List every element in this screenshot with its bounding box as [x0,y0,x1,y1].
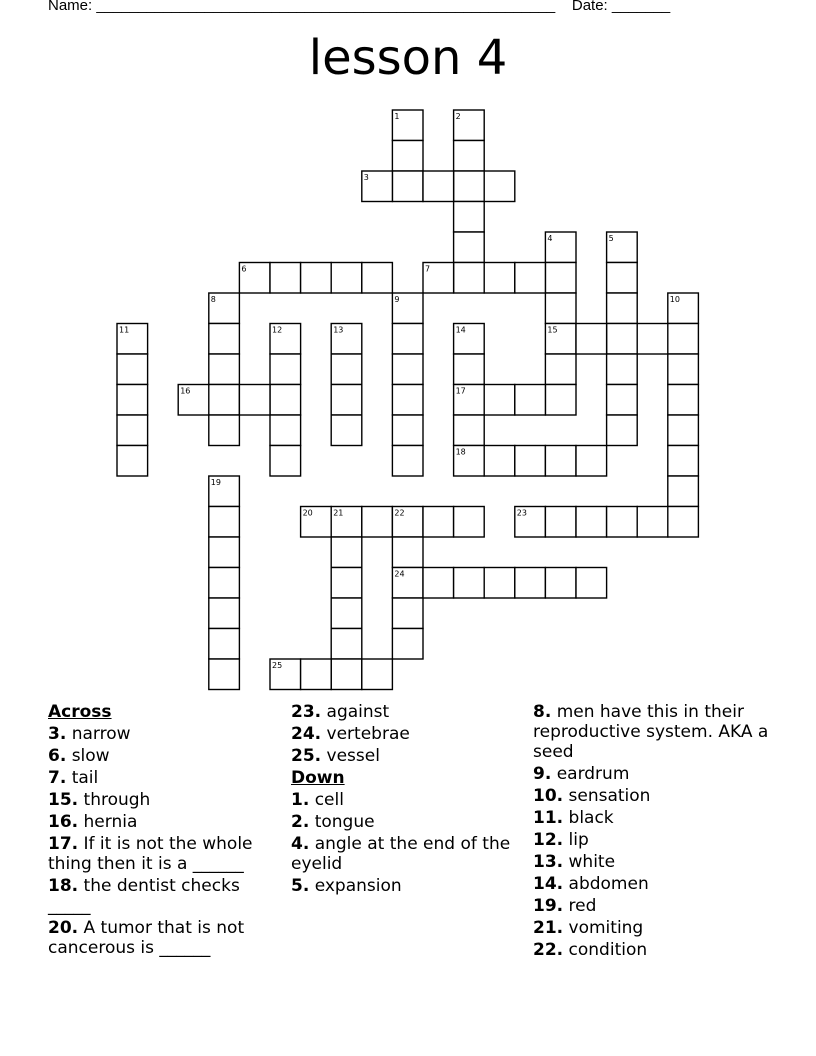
grid-cell[interactable] [545,293,576,324]
grid-cell[interactable] [209,415,240,446]
clue-number-label: 1 [394,112,400,121]
grid-cell[interactable] [423,507,454,538]
clue-text: expansion [309,876,402,896]
clue-number-label: 4 [547,234,553,243]
grid-cell[interactable] [239,385,270,416]
clue-number-label: 9 [394,295,400,304]
clue-number-label: 16 [180,386,191,396]
clue-text: condition [563,940,648,960]
clue-number: 9. [533,764,552,784]
grid-cell[interactable] [209,629,240,660]
grid-cell[interactable] [484,263,515,294]
grid-cell[interactable] [576,446,607,477]
across-clue [291,746,521,766]
grid-cell[interactable] [331,568,362,599]
grid-cell[interactable] [209,385,240,416]
clue-text: through [78,790,151,810]
grid-cell[interactable] [515,568,546,599]
clues-column-2 [291,702,521,898]
clue-number: 20. [48,918,79,938]
across-clue [48,834,278,874]
grid-cell[interactable] [515,263,546,294]
grid-cell[interactable] [392,415,423,446]
grid-cell[interactable] [209,354,240,385]
date-field-label: Date: _______ [571,0,671,14]
clue-number: 4. [291,834,310,854]
grid-cell[interactable] [392,171,423,202]
across-heading: Across [48,702,112,722]
grid-cell[interactable] [362,507,393,538]
clue-number: 22. [533,940,564,960]
grid-cell[interactable] [545,446,576,477]
grid-cell[interactable] [270,354,301,385]
clue-number-label: 11 [119,325,130,335]
down-clue [533,896,773,916]
grid-cell[interactable] [484,171,515,202]
grid-cell[interactable] [209,507,240,538]
clue-number: 13. [533,852,564,872]
grid-cell[interactable] [331,598,362,629]
clue-number: 6. [48,746,67,766]
grid-cell[interactable] [117,354,148,385]
clue-number-label: 18 [455,447,466,457]
clue-number: 21. [533,918,564,938]
down-clue [291,790,521,810]
down-clue [533,764,773,784]
grid-cell[interactable] [454,141,485,172]
clue-text: vomiting [563,918,644,938]
clue-number: 10. [533,786,564,806]
clue-text: against [321,702,390,722]
across-clue [48,724,278,744]
clue-text: tail [66,768,99,788]
down-clue [533,786,773,806]
grid-cell[interactable] [668,385,699,416]
clue-number: 24. [291,724,322,744]
grid-cell[interactable] [301,263,332,294]
grid-cell[interactable] [454,568,485,599]
grid-cell[interactable] [515,446,546,477]
grid-cell[interactable] [668,446,699,477]
clue-text: angle at the end of the eyelid [291,834,511,874]
grid-cell[interactable] [576,507,607,538]
clue-number: 11. [533,808,564,828]
grid-cell[interactable] [484,446,515,477]
across-clue [48,918,278,958]
grid-cell[interactable] [607,354,638,385]
grid-cell[interactable] [331,537,362,568]
grid-cell[interactable] [637,507,668,538]
grid-cell[interactable] [454,171,485,202]
grid-cell[interactable] [484,385,515,416]
clue-number: 3. [48,724,67,744]
grid-cell[interactable] [607,324,638,355]
grid-cell[interactable] [668,415,699,446]
grid-cell[interactable] [270,263,301,294]
clue-text: men have this in their reproductive system. AKA a seed [533,702,769,762]
grid-cell[interactable] [607,385,638,416]
clue-text: hernia [78,812,138,832]
clue-number: 23. [291,702,322,722]
across-clue [291,724,521,744]
down-clue [291,812,521,832]
down-clue [533,940,773,960]
grid-cell[interactable] [362,659,393,690]
grid-cell[interactable] [362,263,393,294]
grid-cell[interactable] [209,537,240,568]
clue-text: tongue [309,812,375,832]
across-clue [48,768,278,788]
down-clue [533,874,773,894]
grid-cell[interactable] [392,354,423,385]
grid-cell[interactable] [331,263,362,294]
name-field-label: Name: _______________________________________________________ [48,0,556,14]
grid-cell[interactable] [607,293,638,324]
grid-cell[interactable] [209,568,240,599]
grid-cell[interactable] [545,385,576,416]
grid-cell[interactable] [392,598,423,629]
grid-cell[interactable] [454,202,485,233]
clue-number-label: 14 [455,325,466,335]
down-clue [291,834,521,874]
clue-number-label: 17 [455,386,466,396]
clue-number-label: 25 [272,661,283,670]
clue-number-label: 13 [333,325,344,335]
clue-number-label: 23 [516,508,527,518]
grid-cell[interactable] [270,415,301,446]
grid-cell[interactable] [454,415,485,446]
grid-cell[interactable] [545,568,576,599]
clue-number: 17. [48,834,79,854]
grid-cell[interactable] [576,568,607,599]
grid-cell[interactable] [454,232,485,263]
across-clue [48,876,278,916]
grid-cell[interactable] [668,507,699,538]
grid-cell[interactable] [545,354,576,385]
grid-cell[interactable] [270,446,301,477]
grid-cell[interactable] [423,568,454,599]
grid-cell[interactable] [637,324,668,355]
grid-cell[interactable] [454,263,485,294]
clue-text: red [563,896,597,916]
down-clue [533,808,773,828]
clue-number-label: 21 [333,508,344,518]
clue-text: eardrum [551,764,630,784]
clue-text: lip [563,830,589,850]
grid-cell[interactable] [607,507,638,538]
clue-number: 25. [291,746,322,766]
clue-number: 15. [48,790,79,810]
down-clue [533,918,773,938]
grid-cell[interactable] [392,446,423,477]
grid-cell[interactable] [331,354,362,385]
across-clue [48,812,278,832]
down-clue [291,876,521,896]
grid-cell[interactable] [209,598,240,629]
grid-cell[interactable] [209,324,240,355]
grid-cell[interactable] [454,354,485,385]
puzzle-title: lesson 4 [308,30,508,86]
grid-cell[interactable] [331,629,362,660]
grid-cell[interactable] [545,507,576,538]
clue-number-label: 3 [363,173,369,182]
clue-number: 14. [533,874,564,894]
clue-text: A tumor that is not cancerous is ______ [48,918,245,958]
grid-cell[interactable] [515,385,546,416]
grid-cell[interactable] [668,324,699,355]
across-clue [48,790,278,810]
grid-cell[interactable] [607,415,638,446]
clue-number: 5. [291,876,310,896]
clues-column-1 [48,702,278,960]
clue-text: white [563,852,616,872]
clue-number-label: 19 [210,478,221,487]
clue-number-label: 22 [394,508,405,518]
clue-number-label: 7 [425,264,431,274]
clue-number-label: 15 [547,325,558,335]
clue-number: 2. [291,812,310,832]
grid-cell[interactable] [392,385,423,416]
clue-number-label: 20 [302,508,313,518]
clues-column-3 [533,702,773,962]
grid-cell[interactable] [270,385,301,416]
grid-cell[interactable] [392,537,423,568]
grid-cell[interactable] [392,629,423,660]
clue-text: the dentist checks _____ [48,876,240,916]
clue-number-label: 6 [241,264,247,274]
clue-text: abdomen [563,874,649,894]
clue-text: If it is not the whole thing then it is a ______ [48,834,253,874]
clue-number: 12. [533,830,564,850]
grid-cell[interactable] [301,659,332,690]
clue-number: 7. [48,768,67,788]
grid-cell[interactable] [209,659,240,690]
clue-number-label: 8 [210,295,216,304]
down-clue [533,852,773,872]
grid-cell[interactable] [117,385,148,416]
clue-number: 8. [533,702,552,722]
grid-cell[interactable] [545,263,576,294]
clue-number-label: 12 [272,325,283,335]
clue-number-label: 10 [669,295,680,304]
clue-number-label: 2 [455,112,461,121]
clue-text: black [563,808,614,828]
clue-number: 18. [48,876,79,896]
clue-text: cell [309,790,344,810]
clue-number-label: 24 [394,569,405,579]
grid-cell[interactable] [576,324,607,355]
across-clue [48,746,278,766]
down-clue [533,830,773,850]
grid-cell[interactable] [392,141,423,172]
grid-cell[interactable] [668,354,699,385]
clue-text: sensation [563,786,651,806]
clue-number: 19. [533,896,564,916]
clue-text: narrow [66,724,131,744]
clue-text: slow [66,746,110,766]
grid-cell[interactable] [392,324,423,355]
grid-cell[interactable] [117,446,148,477]
grid-cell[interactable] [331,385,362,416]
clue-number-label: 5 [608,234,614,243]
grid-cell[interactable] [607,263,638,294]
grid-cell[interactable] [117,415,148,446]
grid-cell[interactable] [454,507,485,538]
down-heading: Down [291,768,345,788]
clue-text: vessel [321,746,380,766]
clue-text: vertebrae [321,724,410,744]
grid-cell[interactable] [423,171,454,202]
clue-number: 1. [291,790,310,810]
grid-cell[interactable] [484,568,515,599]
grid-cell[interactable] [331,415,362,446]
grid-cell[interactable] [668,476,699,507]
down-clue [533,702,773,762]
clue-number: 16. [48,812,79,832]
grid-cell[interactable] [331,659,362,690]
across-clue [291,702,521,722]
